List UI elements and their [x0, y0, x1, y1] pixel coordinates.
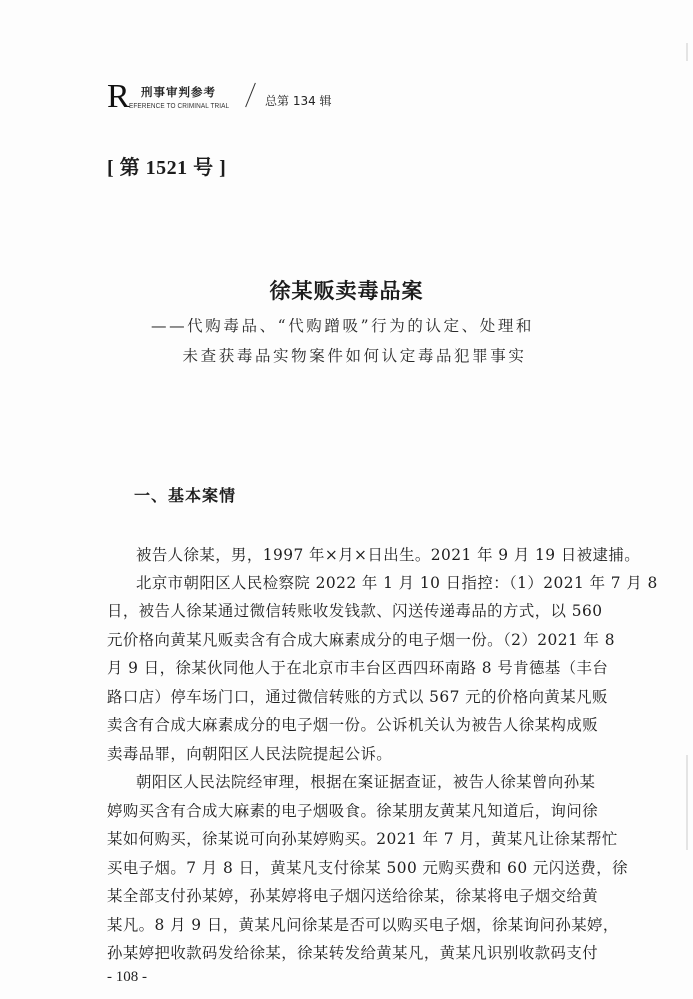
paragraph-line: 孙某婷把收款码发给徐某，徐某转发给黄某凡，黄某凡识别收款码支付 — [107, 944, 599, 962]
paragraph-line: 元价格向黄某凡贩卖含有合成大麻素成分的电子烟一份。（2）2021 年 8 — [107, 631, 615, 649]
issue-number: 总第 134 辑 — [265, 94, 332, 108]
article-subtitle-line: ——代购毒品、“代购蹭吸”行为的认定、处理和 — [150, 317, 535, 335]
paragraph-line: 月 9 日，徐某伙同他人于在北京市丰台区西四环南路 8 号肯德基（丰台 — [107, 659, 609, 677]
paragraph-line: 某凡。8 月 9 日，黄某凡问徐某是否可以购买电子烟，徐某询问孙某婷， — [107, 916, 619, 934]
journal-name-en: EFERENCE TO CRIMINAL TRIAL — [129, 103, 230, 110]
paragraph-line: 买电子烟。7 月 8 日，黄某凡支付徐某 500 元购买费和 60 元闪送费，徐 — [107, 859, 628, 877]
article-subtitle-line: 未查获毒品实物案件如何认定毒品犯罪事实 — [182, 347, 527, 365]
case-number: [ 第 1521 号 ] — [107, 157, 227, 179]
scan-artifact — [686, 43, 688, 61]
section-heading: 一、基本案情 — [134, 486, 237, 505]
paragraph-line: 婷购买含有合成大麻素的电子烟吸食。徐某朋友黄某凡知道后，询问徐 — [107, 802, 599, 820]
paragraph-line: 日，被告人徐某通过微信转账收发钱款、闪送传递毒品的方式，以 560 — [107, 602, 603, 620]
paragraph-line: 路口店）停车场门口，通过微信转账的方式以 567 元的价格向黄某凡贩 — [107, 688, 608, 706]
header-divider — [245, 83, 256, 107]
scan-artifact — [686, 755, 688, 850]
paragraph-line: 北京市朝阳区人民检察院 2022 年 1 月 10 日指控：（1）2021 年 7 月 8 — [136, 574, 658, 592]
article-title: 徐某贩卖毒品案 — [269, 278, 424, 303]
paragraph-line: 某全部支付孙某婷，孙某婷将电子烟闪送给徐某，徐某将电子烟交给黄 — [107, 887, 599, 905]
journal-name-cn: 刑事审判参考 — [141, 85, 216, 99]
paragraph-line: 卖含有合成大麻素成分的电子烟一份。公诉机关认为被告人徐某构成贩 — [107, 716, 599, 734]
paragraph-line: 某如何购买，徐某说可向孙某婷购买。2021 年 7 月，黄某凡让徐某帮忙 — [107, 830, 618, 848]
page-number: - 108 - — [107, 969, 147, 985]
paragraph-line: 朝阳区人民法院经审理，根据在案证据查证，被告人徐某曾向孙某 — [136, 773, 596, 791]
journal-logo-letter: R — [107, 78, 130, 115]
paragraph-line: 卖毒品罪，向朝阳区人民法院提起公诉。 — [107, 745, 393, 763]
paragraph-line: 被告人徐某，男，1997 年×月×日出生。2021 年 9 月 19 日被逮捕。 — [136, 546, 641, 564]
